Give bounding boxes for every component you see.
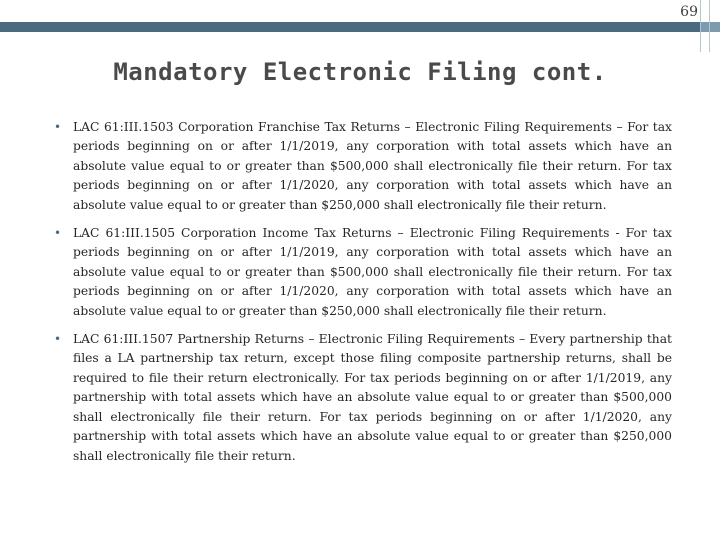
corner-divider-line-2	[709, 0, 710, 52]
corner-divider-line	[700, 0, 701, 52]
bullet-text: LAC 61:III.1503 Corporation Franchise Tax Returns – Electronic Filing Requirements – For tax periods beginning on or after 1/1/2019, any corporation with total assets which have an absolute value equal to or greater than $500,000 shall electronically file their return. For tax periods beginning on or after 1/1/2020, any corporation with total assets which have an absolute value equal to or greater than $250,000 shall electronically file their return.	[73, 120, 672, 212]
header-bar	[0, 22, 700, 32]
bullet-text: LAC 61:III.1505 Corporation Income Tax Returns – Electronic Filing Requirements - For tax periods beginning on or after 1/1/2019, any corporation with total assets which have an absolute value equal to or greater than $500,000 shall electronically file their return. For tax periods beginning on or after 1/1/2020, any corporation with total assets which have an absolute value equal to or greater than $250,000 shall electronically file their return.	[73, 226, 672, 318]
bullet-marker: •	[54, 120, 62, 134]
slide-number: 69	[680, 4, 698, 20]
header-bar-accent	[700, 22, 720, 32]
bullet-item-1505	[54, 224, 672, 321]
slide-title: Mandatory Electronic Filing cont.	[113, 58, 607, 86]
bullet-item-1507	[54, 330, 672, 466]
bullet-text: LAC 61:III.1507 Partnership Returns – Electronic Filing Requirements – Every partnership that files a LA partnership tax return, except those filing composite partnership returns, shall be required to file their return electronically. For tax periods beginning on or after 1/1/2019, any partnership with total assets which have an absolute value equal to or greater than $500,000 shall electronically file their return. For tax periods beginning on or after 1/1/2020, any partnership with total assets which have an absolute value equal to or greater than $250,000 shall electronically file their return.	[73, 332, 672, 463]
bullet-list	[54, 118, 672, 475]
bullet-marker: •	[54, 332, 62, 347]
bullet-item-1503	[54, 118, 672, 215]
bullet-marker: •	[54, 226, 62, 241]
